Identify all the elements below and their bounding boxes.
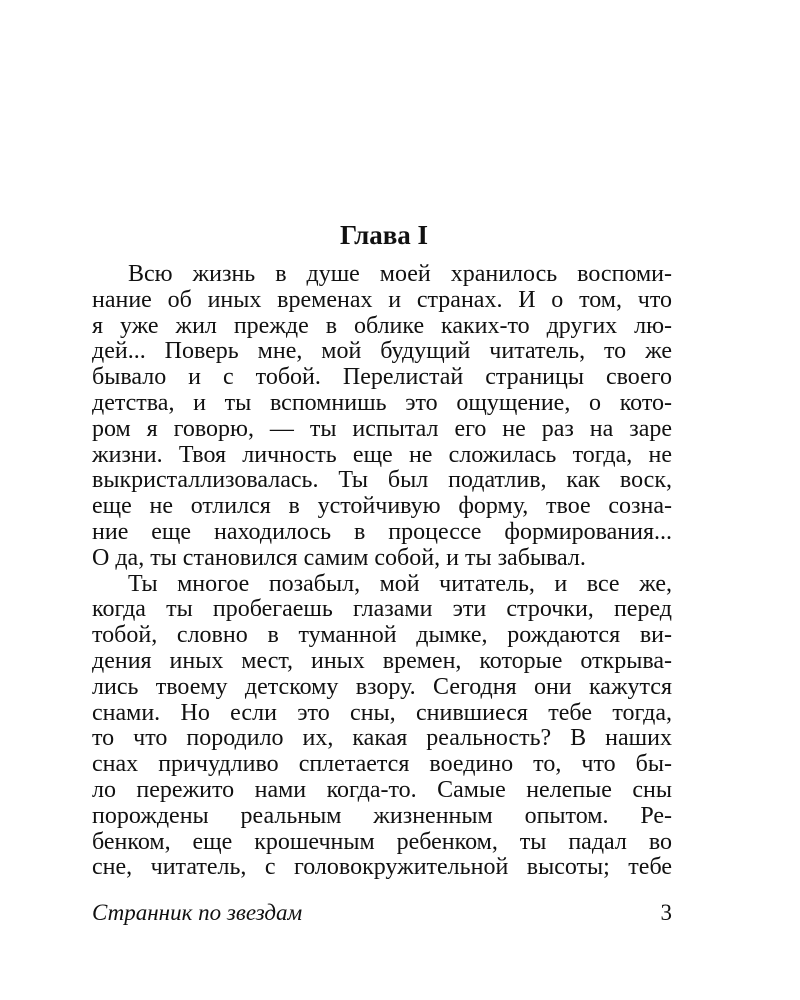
text-line: ние еще находилось в процессе формирования...	[92, 518, 672, 545]
text-line: детства, и ты вспомнишь это ощущение, о кото-	[92, 389, 672, 416]
text-line: бывало и с тобой. Перелистай страницы своего	[92, 364, 672, 391]
text-line: Всю жизнь в душе моей хранилось воспоми-	[128, 261, 672, 287]
text-line: когда ты пробегаешь глазами эти строчки, перед	[92, 596, 672, 623]
text-line: дей... Поверь мне, мой будущий читатель, то же	[92, 338, 672, 365]
body-text	[92, 262, 672, 881]
text-line: порождены реальным жизненным опытом. Ре-	[92, 802, 672, 829]
paragraph-1	[92, 262, 672, 572]
paragraph-2	[92, 572, 672, 882]
text-line: О да, ты становился самим собой, и ты забывал.	[92, 544, 586, 571]
text-line: выкристаллизовалась. Ты был податлив, как воск,	[92, 467, 672, 494]
running-footer-book-title: Странник по звездам	[92, 900, 303, 925]
text-line: лись твоему детскому взору. Сегодня они кажутся	[92, 673, 672, 700]
text-line: тобой, словно в туманной дымке, рождаются ви-	[92, 622, 672, 649]
text-line: снах причудливо сплетается воедино то, что бы-	[92, 751, 672, 778]
text-line: жизни. Твоя личность еще не сложилась тогда, не	[92, 441, 672, 468]
text-line: то что породило их, какая реальность? В наших	[92, 725, 672, 752]
page-number: 3	[660, 900, 672, 925]
text-line: еще не отлился в устойчивую форму, твое созна-	[92, 493, 672, 520]
text-line: нание об иных временах и странах. И о том, что	[92, 286, 672, 313]
text-line: ло пережито нами когда-то. Самые нелепые сны	[92, 776, 672, 803]
text-line: сне, читатель, с головокружительной высоты; тебе	[92, 854, 672, 881]
text-line: Ты многое позабыл, мой читатель, и все же,	[128, 570, 672, 597]
text-line: ром я говорю, — ты испытал его не раз на заре	[92, 415, 672, 442]
text-line: дения иных мест, иных времен, которые открыва-	[92, 647, 672, 674]
text-line: снами. Но если это сны, снившиеся тебе тогда,	[92, 699, 672, 726]
text-line: я уже жил прежде в облике каких-то других лю-	[92, 312, 672, 339]
chapter-title: Глава I	[339, 220, 429, 250]
text-line: бенком, еще крошечным ребенком, ты падал во	[92, 828, 672, 855]
